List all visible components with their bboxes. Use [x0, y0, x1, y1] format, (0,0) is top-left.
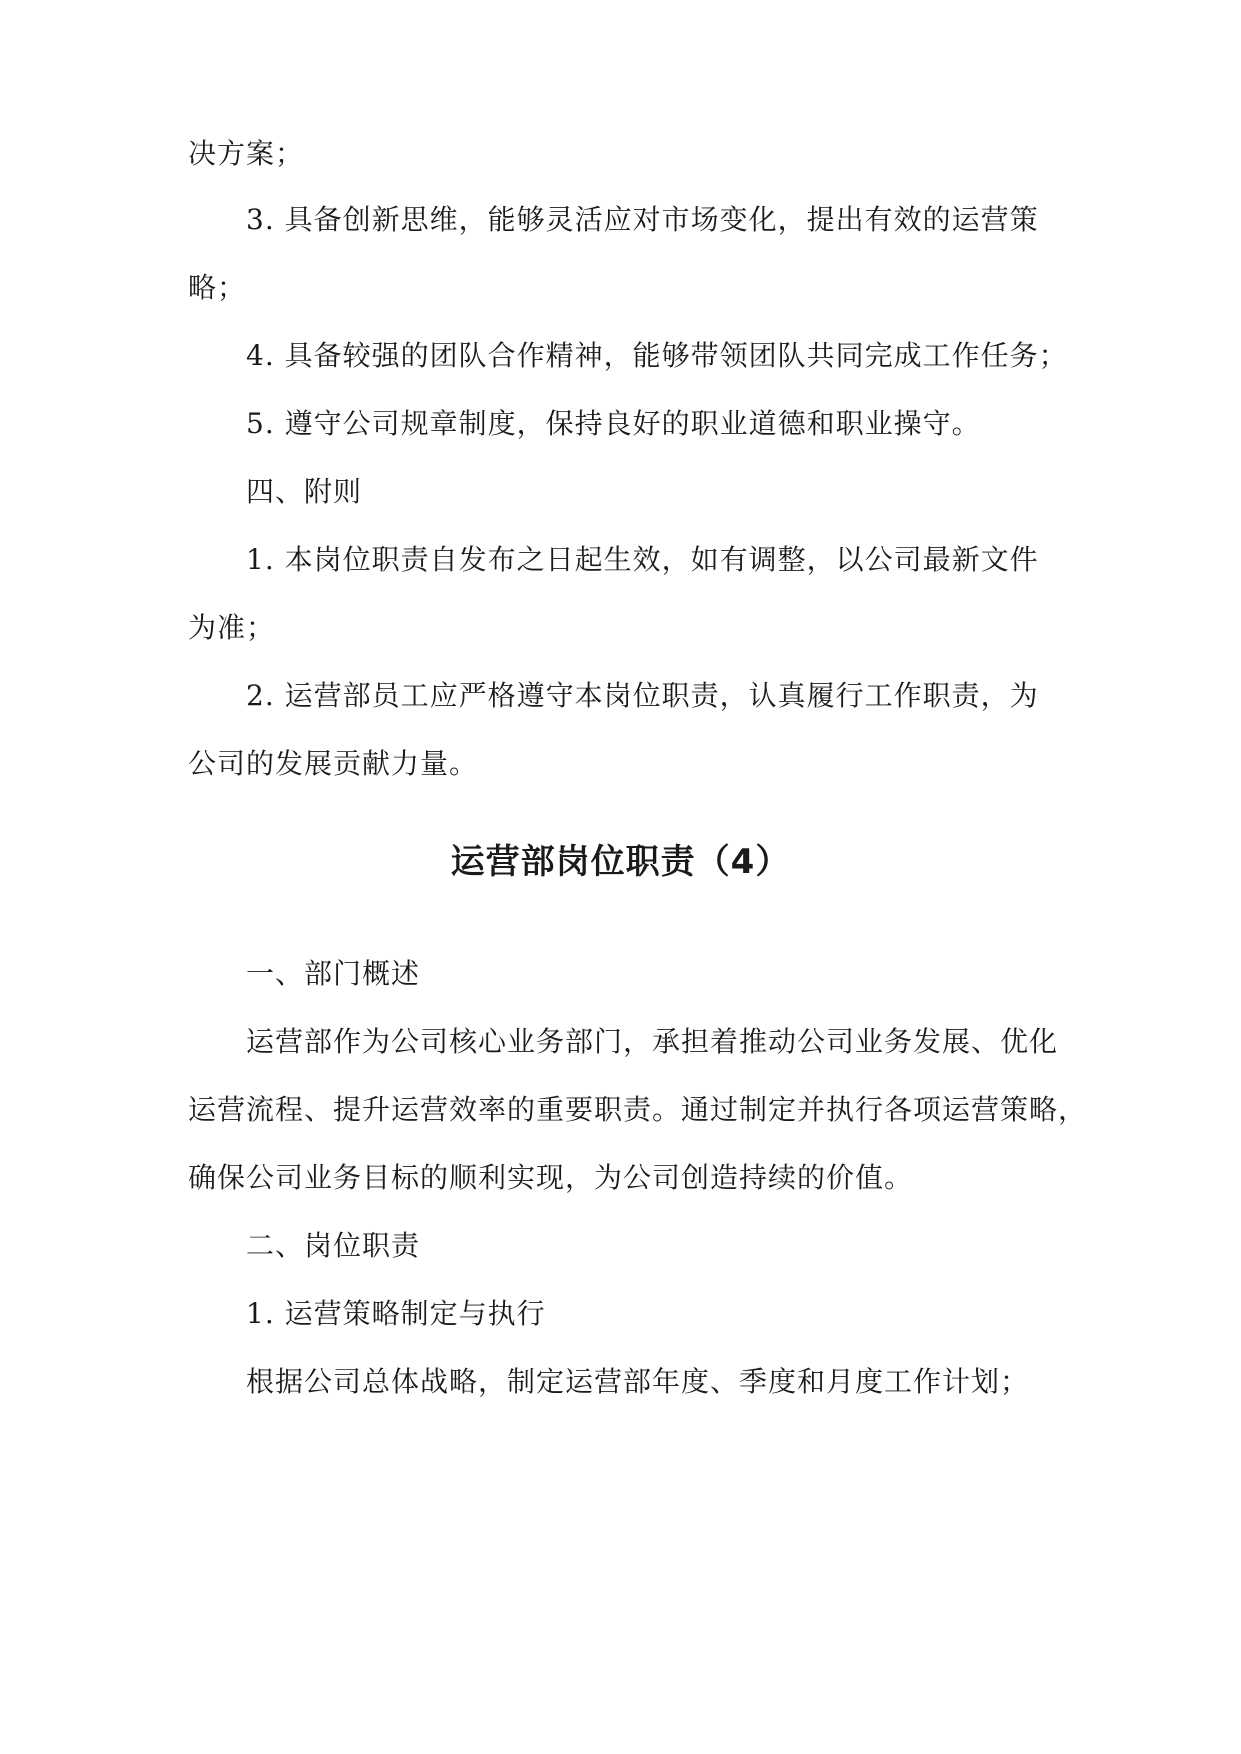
paragraph-line: 运营部作为公司核心业务部门，承担着推动公司业务发展、优化: [246, 1025, 1059, 1058]
paragraph-line: 运营流程、提升运营效率的重要职责。通过制定并执行各项运营策略，: [188, 1093, 1088, 1126]
requirement-item-4: 4. 具备较强的团队合作精神，能够带领团队共同完成工作任务；: [246, 339, 1068, 372]
appendix-item-2: 2. 运营部员工应严格遵守本岗位职责，认真履行工作职责，为: [246, 679, 1039, 712]
requirement-item-3: 3. 具备创新思维，能够灵活应对市场变化，提出有效的运营策: [246, 203, 1039, 236]
requirement-item-5: 5. 遵守公司规章制度，保持良好的职业道德和职业操守。: [246, 407, 981, 440]
document-title: 运营部岗位职责（4）: [450, 842, 791, 882]
paragraph-line: 确保公司业务目标的顺利实现，为公司创造持续的价值。: [188, 1161, 914, 1194]
text-line: 公司的发展贡献力量。: [188, 747, 479, 780]
section-heading-overview: 一、部门概述: [246, 957, 421, 990]
text-line: 略；: [188, 271, 247, 304]
duty-item-1: 1. 运营策略制定与执行: [246, 1297, 546, 1330]
text-line: 决方案；: [188, 137, 305, 170]
section-heading-duties: 二、岗位职责: [246, 1229, 421, 1262]
section-heading-appendix: 四、附则: [246, 475, 363, 508]
appendix-item-1: 1. 本岗位职责自发布之日起生效，如有调整，以公司最新文件: [246, 543, 1039, 576]
text-line: 为准；: [188, 611, 276, 644]
paragraph-line: 根据公司总体战略，制定运营部年度、季度和月度工作计划；: [246, 1365, 1030, 1398]
